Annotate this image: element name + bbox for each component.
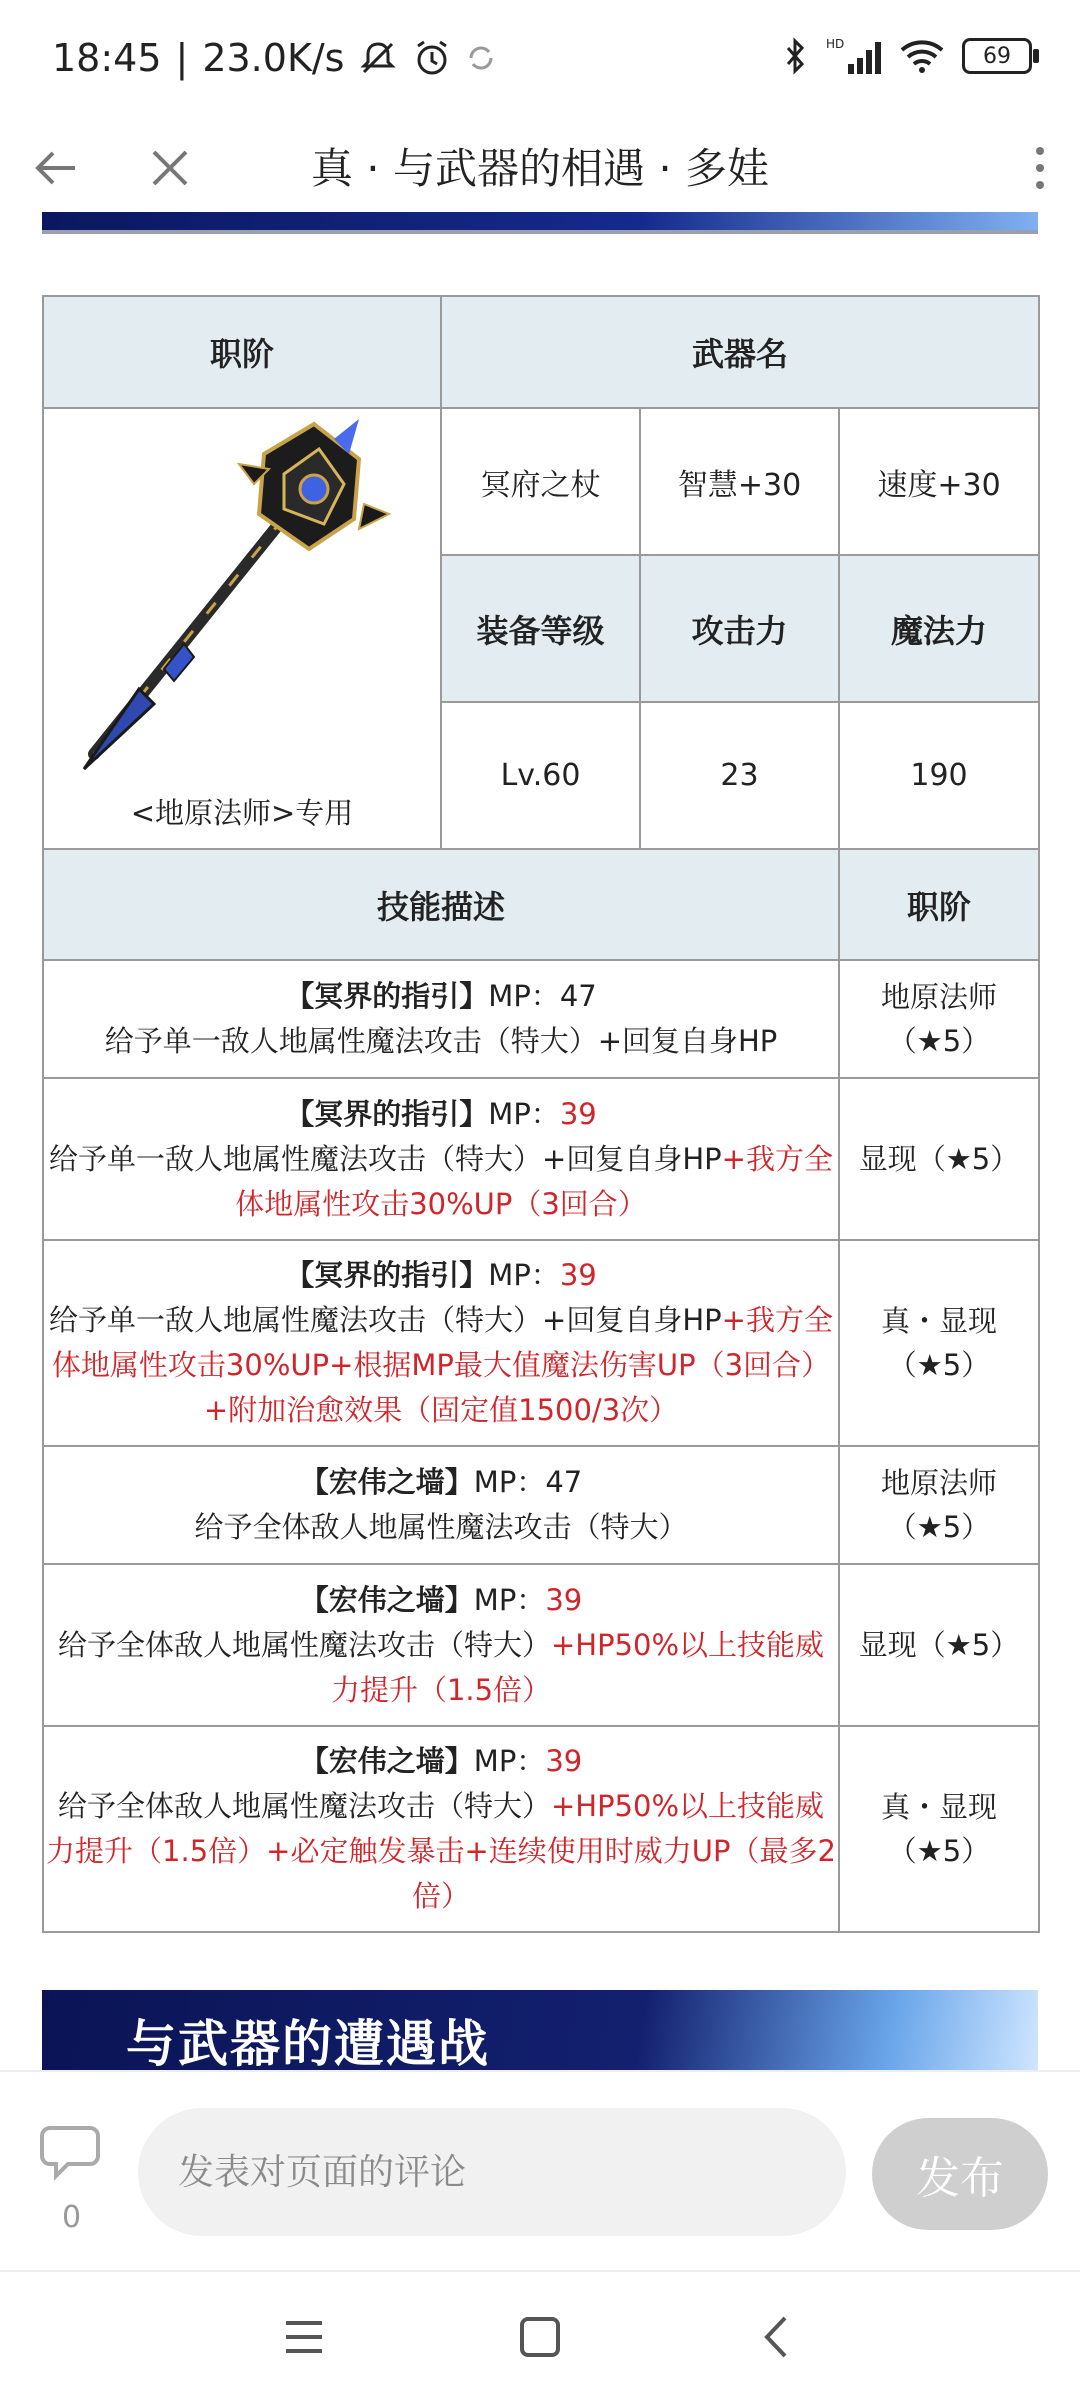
more-vertical-icon <box>1030 143 1050 193</box>
skill-description: 【冥界的指引】MP：39 给予单一敌人地属性魔法攻击（特大）+回复自身HP+我方全体地属性攻击30%UP（3回合） <box>43 1078 839 1240</box>
skill-text: 给予单一敌人地属性魔法攻击（特大）+回复自身HP <box>49 1141 722 1176</box>
skill-text: 给予全体敌人地属性魔法攻击（特大） <box>194 1510 688 1544</box>
skill-row <box>43 1078 1039 1240</box>
skill-description: 【宏伟之墙】MP：47 给予全体敌人地属性魔法攻击（特大） <box>43 1446 839 1564</box>
status-time: 18:45 <box>52 36 162 80</box>
section-banner-title: 与武器的遭遇战 <box>126 2015 490 2070</box>
header-skill-job: 职阶 <box>839 849 1039 960</box>
skill-description: 【冥界的指引】MP：39 给予单一敌人地属性魔法攻击（特大）+回复自身HP+我方全体地属性攻击30%UP+根据MP最大值魔法伤害UP（3回合）+附加治愈效果（固定值1500/3次） <box>43 1240 839 1446</box>
skill-mp: 39 <box>545 1744 583 1778</box>
skill-text: 给予全体敌人地属性魔法攻击（特大） <box>57 1627 551 1662</box>
skill-mp: 39 <box>559 1096 597 1131</box>
signal-icon <box>826 36 882 76</box>
skill-name: 【宏伟之墙】 <box>299 1465 474 1499</box>
weapon-name-cell: 冥府之杖 <box>441 408 640 555</box>
skill-row <box>43 960 1039 1078</box>
header-equip-level: 装备等级 <box>441 555 640 702</box>
skill-name: 【冥界的指引】 <box>285 1096 489 1131</box>
weapon-table <box>42 295 1040 1933</box>
svg-text:HD: HD <box>826 37 845 51</box>
skill-mp: 39 <box>559 1258 597 1292</box>
sync-icon <box>466 43 496 73</box>
chevron-left-icon <box>761 2314 791 2360</box>
comment-icon[interactable] <box>38 2120 102 2184</box>
skills-header-row <box>43 849 1039 960</box>
weapon-image-cell <box>43 408 441 849</box>
status-right <box>780 36 1032 76</box>
square-icon <box>518 2315 562 2359</box>
weapon-stat-speed: 速度+30 <box>839 408 1039 555</box>
skill-extra: +HP50%以上技能威力提升（1.5倍）+必定触发暴击+连续使用时威力UP（最多2倍） <box>46 1789 836 1913</box>
skill-job: 显现（★5） <box>839 1078 1039 1240</box>
wifi-icon <box>898 36 946 76</box>
top-banner-image <box>42 212 1038 234</box>
nav-back-button[interactable] <box>736 2302 816 2372</box>
skill-job: 显现（★5） <box>839 1564 1039 1726</box>
skill-text: 给予单一敌人地属性魔法攻击（特大）+回复自身HP <box>104 1024 778 1058</box>
skill-description: 【宏伟之墙】MP：39 给予全体敌人地属性魔法攻击（特大）+HP50%以上技能威力提升（1.5倍） <box>43 1564 839 1726</box>
alarm-icon <box>412 38 452 78</box>
skill-job: 地原法师（★5） <box>839 1446 1039 1564</box>
skill-row <box>43 1726 1039 1932</box>
skill-extra: +我方全体地属性攻击30%UP（3回合） <box>235 1141 833 1221</box>
header-attack: 攻击力 <box>640 555 839 702</box>
stat-magic: 190 <box>839 702 1039 849</box>
skill-row <box>43 1564 1039 1726</box>
page-title: 真 · 与武器的相遇 · 多娃 <box>310 144 770 193</box>
weapon-staff-image <box>44 419 442 799</box>
skill-name: 【宏伟之墙】 <box>299 1582 474 1617</box>
section-banner <box>42 1990 1038 2070</box>
stat-equip-level: Lv.60 <box>441 702 640 849</box>
skill-job: 地原法师（★5） <box>839 960 1039 1078</box>
skill-description: 【宏伟之墙】MP：39 给予全体敌人地属性魔法攻击（特大）+HP50%以上技能威力提升（1.5倍）+必定触发暴击+连续使用时威力UP（最多2倍） <box>43 1726 839 1932</box>
mute-icon <box>358 38 398 78</box>
skill-job: 真・显现（★5） <box>839 1726 1039 1932</box>
weapon-class-label: <地原法师>专用 <box>130 796 354 830</box>
skill-mp: 39 <box>545 1582 583 1617</box>
skill-mp: 47 <box>559 979 597 1013</box>
skill-mp: 47 <box>545 1465 583 1499</box>
comment-bar <box>0 2070 1080 2272</box>
bluetooth-icon <box>780 36 810 76</box>
battery-icon: 69 <box>962 38 1032 74</box>
stat-attack: 23 <box>640 702 839 849</box>
skill-job: 真・显现（★5） <box>839 1240 1039 1446</box>
table-header-row <box>43 296 1039 408</box>
skill-name: 【冥界的指引】 <box>285 1258 489 1292</box>
more-options-button[interactable] <box>1000 128 1080 208</box>
header-skill-desc: 技能描述 <box>43 849 839 960</box>
skill-description: 【冥界的指引】MP：47 给予单一敌人地属性魔法攻击（特大）+回复自身HP <box>43 960 839 1078</box>
skill-text: 给予单一敌人地属性魔法攻击（特大）+回复自身HP <box>49 1303 722 1337</box>
skill-name: 【冥界的指引】 <box>285 979 489 1013</box>
skill-row <box>43 1240 1039 1446</box>
header-weapon-name: 武器名 <box>441 296 1039 408</box>
weapon-stat-wisdom: 智慧+30 <box>640 408 839 555</box>
skill-text: 给予全体敌人地属性魔法攻击（特大） <box>57 1789 551 1823</box>
comment-input[interactable] <box>138 2108 846 2236</box>
publish-button[interactable]: 发布 <box>872 2118 1048 2230</box>
menu-button[interactable] <box>264 2302 344 2372</box>
skill-extra: +我方全体地属性攻击30%UP+根据MP最大值魔法伤害UP（3回合）+附加治愈效果（固定值1500/3次） <box>51 1303 833 1427</box>
system-nav-bar <box>0 2270 1080 2402</box>
skill-extra: +HP50%以上技能威力提升（1.5倍） <box>330 1627 825 1707</box>
skill-row <box>43 1446 1039 1564</box>
header-job: 职阶 <box>43 296 441 408</box>
status-left: 18:45 | 23.0K/s <box>52 36 496 80</box>
comment-count: 0 <box>62 2200 82 2235</box>
weapon-row <box>43 408 1039 555</box>
header-magic: 魔法力 <box>839 555 1039 702</box>
status-speed: 23.0K/s <box>202 36 345 80</box>
home-button[interactable] <box>500 2302 580 2372</box>
status-bar <box>0 0 1080 120</box>
app-bar <box>0 120 1080 212</box>
menu-icon <box>282 2317 326 2357</box>
skill-name: 【宏伟之墙】 <box>299 1744 474 1778</box>
